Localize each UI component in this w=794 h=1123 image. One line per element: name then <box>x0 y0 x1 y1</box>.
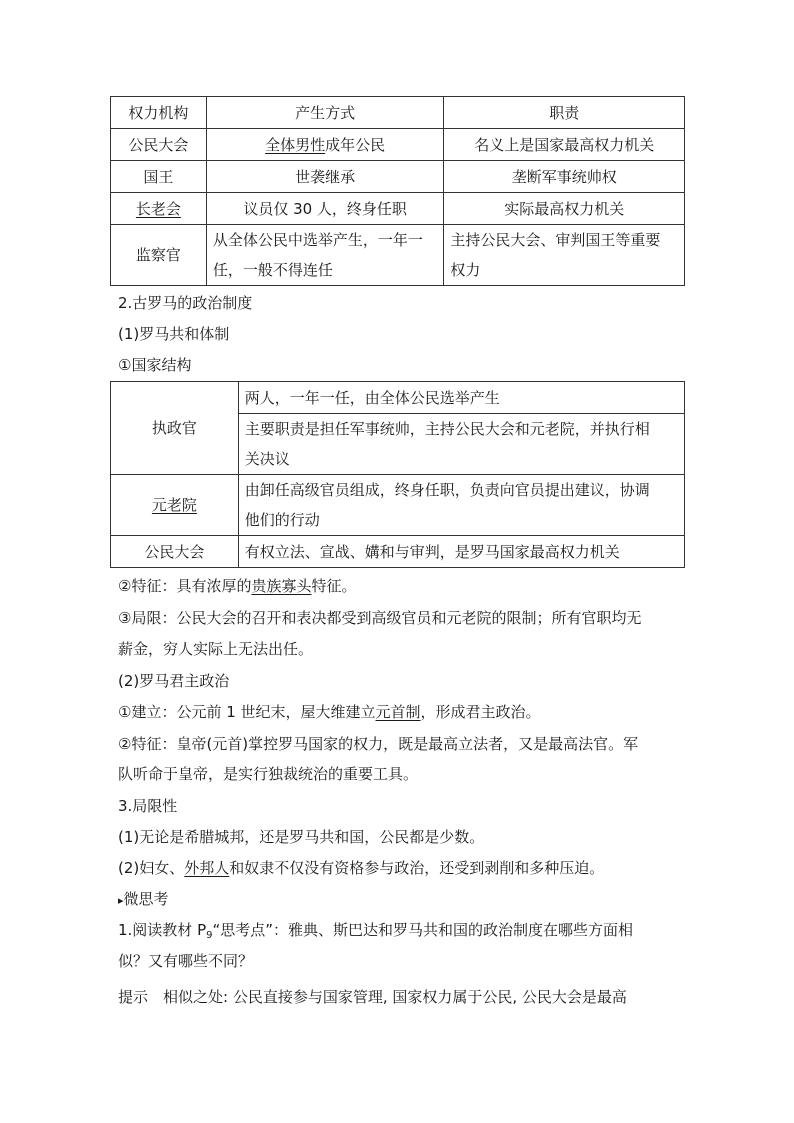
table-cell: 世袭继承 <box>206 161 444 193</box>
section-heading: 2.古罗马的政治制度 <box>118 294 253 312</box>
table-cell: 执政官 <box>111 382 239 475</box>
underlined-term: 长老会 <box>135 199 181 218</box>
table-cell: 有权立法、宣战、媾和与审判，是罗马国家最高权力机关 <box>238 536 684 568</box>
text-run: (2)妇女、 <box>118 859 185 877</box>
cell-line: 关决议 <box>244 450 290 468</box>
text-run: 特征。 <box>311 577 357 595</box>
table-cell <box>111 475 239 536</box>
table-cell <box>238 414 684 475</box>
table-cell: 监察官 <box>111 225 207 286</box>
table-cell: 国王 <box>111 161 207 193</box>
text-run: 和奴隶不仅没有资格参与政治，还受到剥削和多种压迫。 <box>229 859 605 877</box>
paragraph: (1)无论是希腊城邦，还是罗马共和国，公民都是少数。 <box>118 828 485 846</box>
page-subscript: 9 <box>206 930 213 941</box>
underlined-term: 元首制 <box>375 703 421 721</box>
paragraph <box>118 576 356 596</box>
underlined-term: 全体男性 <box>265 135 326 154</box>
paragraph <box>118 702 541 722</box>
section-heading: 3.局限性 <box>118 797 178 815</box>
cell-line: 由卸任高级官员组成，终身任职，负责向官员提出建议，协调 <box>244 481 650 499</box>
table-row <box>111 536 685 568</box>
paragraph: 薪金，穷人实际上无法出任。 <box>118 640 314 658</box>
text-run: ①建立：公元前 1 世纪末，屋大维建立 <box>118 703 376 721</box>
sparta-power-table <box>110 96 685 286</box>
paragraph: ③局限：公民大会的召开和表决都受到高级官员和元老院的限制；所有官职均无 <box>118 609 642 627</box>
table-header: 产生方式 <box>206 97 444 129</box>
table-cell: 垄断军事统帅权 <box>444 161 685 193</box>
table-row <box>111 193 685 225</box>
table-cell <box>206 225 444 286</box>
cell-line: 主持公民大会、审判国王等重要 <box>450 231 661 249</box>
paragraph: ②特征：皇帝(元首)掌控罗马国家的权力，既是最高立法者，又是最高法官。军 <box>118 735 639 753</box>
hint-text: 提示 相似之处: 公民直接参与国家管理, 国家权力属于公民, 公民大会是最高 <box>118 988 627 1006</box>
rome-state-structure-table <box>110 381 685 568</box>
underlined-term: 元老院 <box>151 496 197 514</box>
table-cell: 名义上是国家最高权力机关 <box>444 129 685 161</box>
table-cell <box>238 475 684 536</box>
table-cell: 公民大会 <box>111 129 207 161</box>
cell-line: 从全体公民中选举产生，一年一 <box>212 231 423 249</box>
cell-line: 权力 <box>450 261 481 279</box>
micro-think-heading <box>118 889 169 911</box>
table-cell: 议员仅 30 人，终身任职 <box>206 193 444 225</box>
text-run: ，形成君主政治。 <box>420 703 541 721</box>
table-cell: 公民大会 <box>111 536 239 568</box>
text-run: ②特征：具有浓厚的 <box>118 577 252 595</box>
table-header: 职责 <box>444 97 685 129</box>
table-cell <box>111 193 207 225</box>
table-header-row <box>111 97 685 129</box>
cell-line: 他们的行动 <box>244 511 320 529</box>
table-cell <box>444 225 685 286</box>
table-row <box>111 129 685 161</box>
text-run: “思考点”：雅典、斯巴达和罗马共和国的政治制度在哪些方面相 <box>212 921 634 939</box>
table-header: 权力机构 <box>111 97 207 129</box>
table-cell <box>206 129 444 161</box>
underlined-term: 外邦人 <box>184 859 230 877</box>
table-row <box>111 382 685 414</box>
text-run: 微思考 <box>123 890 169 908</box>
table-cell: 两人，一年一任，由全体公民选举产生 <box>238 382 684 414</box>
subheading: (1)罗马共和体制 <box>118 325 230 343</box>
table-row <box>111 475 685 536</box>
paragraph <box>118 858 604 878</box>
cell-text: 成年公民 <box>325 135 386 154</box>
underlined-term: 贵族寡头 <box>251 577 312 595</box>
question <box>118 920 633 946</box>
cell-line: 主要职责是担任军事统帅，主持公民大会和元老院，并执行相 <box>244 420 650 438</box>
cell-line: 任，一般不得连任 <box>212 261 333 279</box>
table-cell: 实际最高权力机关 <box>444 193 685 225</box>
item-heading: ①国家结构 <box>118 356 192 374</box>
question: 似？又有哪些不同？ <box>118 952 254 970</box>
table-row <box>111 225 685 286</box>
subheading: (2)罗马君主政治 <box>118 672 230 690</box>
table-row <box>111 161 685 193</box>
text-run: 1.阅读教材 P <box>118 921 207 939</box>
paragraph: 队听命于皇帝，是实行独裁统治的重要工具。 <box>118 765 419 783</box>
triangle-marker-icon: ▸ <box>118 894 124 907</box>
